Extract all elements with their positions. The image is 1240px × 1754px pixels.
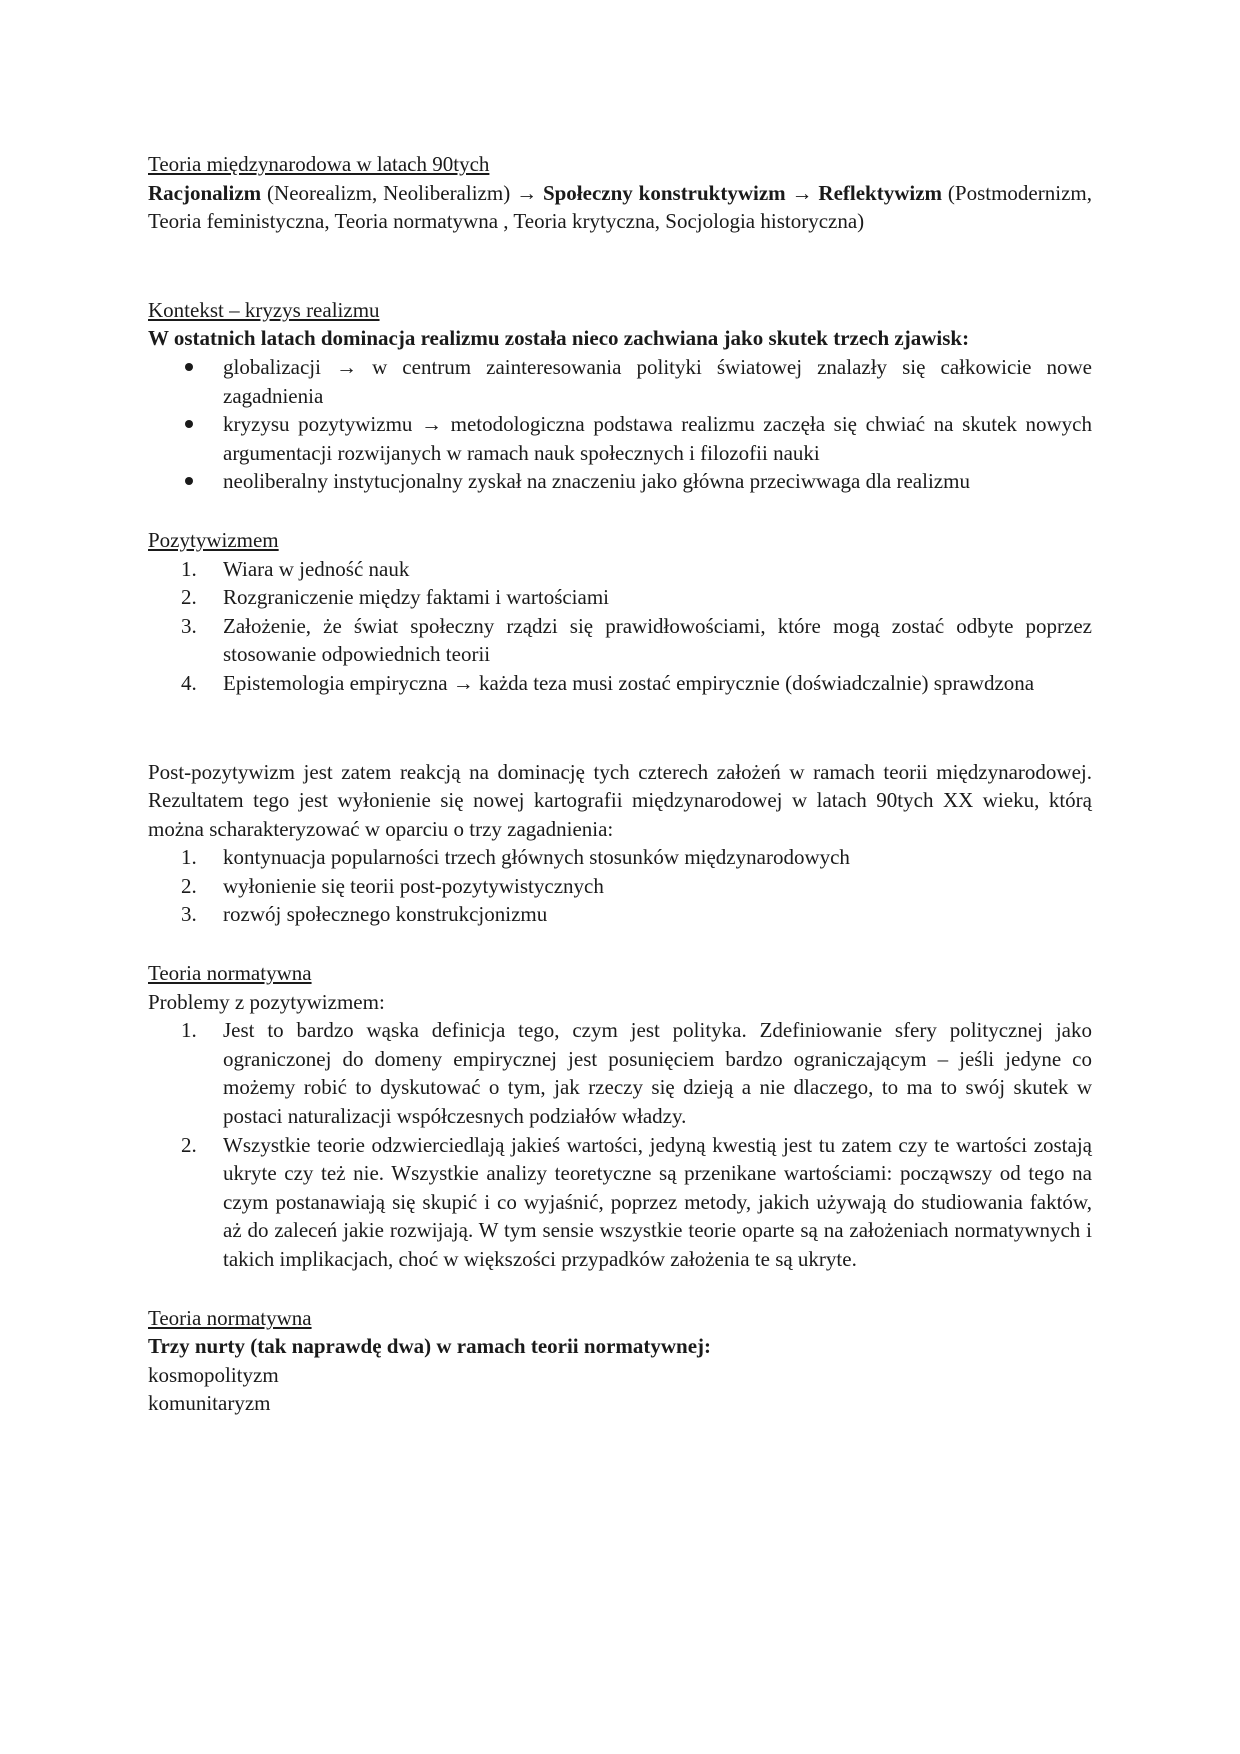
positivism-list [148,555,1092,698]
list-number: 2. [181,1132,197,1157]
list-item [148,669,1092,698]
bullet-icon [185,353,215,382]
context-lead: W ostatnich latach dominacja realizmu została nieco zachwiana jako skutek trzech zjawisk: [148,326,970,351]
list-item [148,900,1092,929]
bullet-icon [185,410,215,439]
list-item [148,1016,1092,1130]
document-page [148,150,1092,1418]
list-item-text: Wiara w jedność nauk [223,556,410,581]
list-item [148,410,1092,467]
list-item-text: globalizacji → w centrum zainteresowania polityki światowej znalazły się całkowicie nowe zagadnienia [223,354,1092,408]
bullet-icon [185,467,215,496]
list-item-text: Wszystkie teorie odzwierciedlają jakieś wartości, jedyną kwestią jest tu zatem czy te wartości zostają ukryte czy też nie. Wszystkie analizy teoretyczne są przenikane wartościami: począwszy od tego na czym postanawiają się skupić i co wyjaśnić, poprzez metody, jakich używają do studiowania faktów, aż do zaleceń jakie rozwijają. W tym sensie wszystkie teorie oparte są na założeniach normatywnych i takich implikacjach, choć w większości przypadków założenia te są ukryte. [223,1132,1092,1271]
list-item-text: Założenie, że świat społeczny rządzi się prawidłowościami, które mogą zostać odbyte poprzez stosowanie odpowiednich teorii [223,613,1092,667]
list-item-text: Epistemologia empiryczna → każda teza musi zostać empirycznie (doświadczalnie) sprawdzona [223,670,1035,695]
list-item-text: kryzysu pozytywizmu → metodologiczna podstawa realizmu zaczęła się chwiać na skutek nowych argumentacji rozwijanych w ramach nauk społecznych i filozofii nauki [223,412,1092,465]
list-item [148,555,1092,584]
list-item-text: rozwój społecznego konstrukcjonizmu [223,902,548,927]
list-number: 2. [181,585,197,610]
list-item [148,843,1092,872]
term-racjonalizm: Racjonalizm [148,180,262,205]
text-segment: → [785,180,819,205]
text-segment: (Postmodernizm, Teoria feministyczna, Teoria normatywna , Teoria krytyczna, Socjologia historyczna) [148,180,1092,234]
list-item-text: kontynuacja popularności trzech głównych stosunków międzynarodowych [223,845,850,870]
list-item [148,467,1092,496]
current-line: komunitaryzm [148,1391,271,1416]
list-item [148,583,1092,612]
term-spoleczny-konstruktywizm: Społeczny konstruktywizm [542,180,786,205]
post-positivism-paragraph: Post-pozytywizm jest zatem reakcją na dominację tych czterech założeń w ramach teorii międzynarodowej. Rezultatem tego jest wyłonienie się nowej kartografii międzynarodowej w latach 90tych XX wieku, którą można scharakteryzować w oparciu o trzy zagadnienia: [148,759,1092,841]
list-number: 3. [181,902,197,927]
section-heading-context: Kontekst – kryzys realizmu [148,297,380,322]
list-item-text: Rozgraniczenie między faktami i wartościami [223,585,610,610]
list-item [148,612,1092,669]
section-heading-positivism: Pozytywizmem [148,527,279,552]
currents-lead: Trzy nurty (tak naprawdę dwa) w ramach teorii normatywnej: [148,1334,712,1359]
list-item [148,872,1092,901]
list-item [148,1131,1092,1274]
theory-evolution-paragraph [148,179,1092,236]
list-number: 4. [181,670,197,695]
problems-list [148,1016,1092,1273]
text-segment: (Neorealizm, Neoliberalizm) → [261,180,543,205]
list-item-text: wyłonienie się teorii post-pozytywistycznych [223,873,604,898]
list-number: 2. [181,873,197,898]
section-heading-theory-90s: Teoria międzynarodowa w latach 90tych [148,152,490,176]
list-number: 1. [181,845,197,870]
list-number: 1. [181,1018,197,1043]
term-reflektywizm: Reflektywizm [818,180,943,205]
list-number: 1. [181,556,197,581]
section-heading-normative-theory: Teoria normatywna [148,961,312,986]
context-bullet-list [148,353,1092,496]
current-line: kosmopolityzm [148,1362,279,1387]
list-item-text: neoliberalny instytucjonalny zyskał na znaczeniu jako główna przeciwwaga dla realizmu [223,469,970,494]
list-number: 3. [181,613,197,638]
list-item [148,353,1092,410]
problems-lead: Problemy z pozytywizmem: [148,989,385,1014]
cartography-list [148,843,1092,929]
list-item-text: Jest to bardzo wąska definicja tego, czym jest polityka. Zdefiniowanie sfery politycznej jako ograniczonej do domeny empirycznej jest posunięciem bardzo ograniczającym – jeśli jedyne co możemy robić to dyskutować o tym, jak rzeczy się dzieją a nie dlaczego, to ma to swój skutek w postaci naturalizacji współczesnych podziałów władzy. [223,1018,1092,1129]
section-heading-normative-theory-2: Teoria normatywna [148,1305,312,1330]
